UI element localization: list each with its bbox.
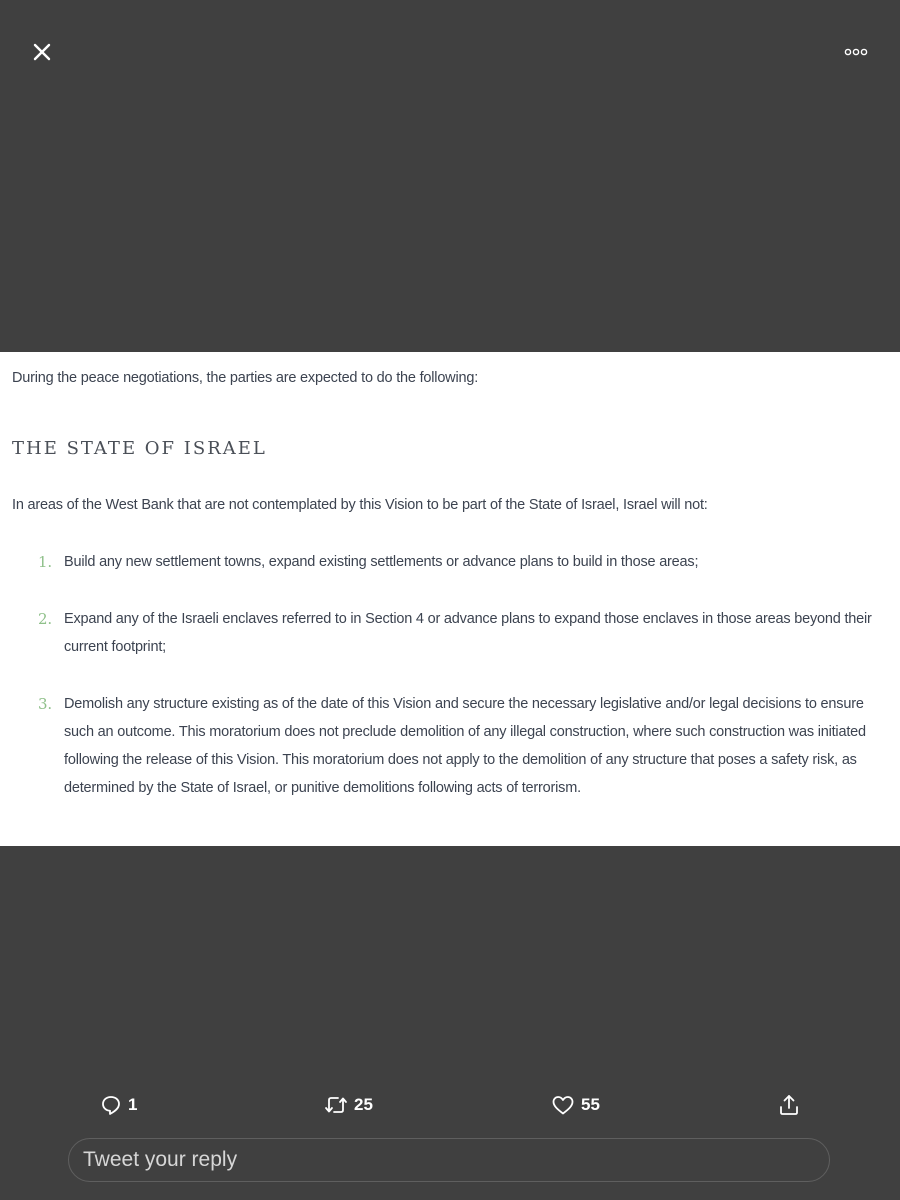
reply-count: 1: [128, 1095, 138, 1114]
list-text: Demolish any structure existing as of the date of this Vision and secure the necessary legislative and/or legal decisions to ensure such an outcome. This moratorium does not preclude demolition of any illegal construction, where such construction was initiated following the release of this Vision. This moratorium does not apply to the demolition of any structure that poses a safety risk, as determined by the State of Israel, or punitive demolitions following acts of terrorism.: [64, 696, 866, 796]
list-number: 1.: [38, 553, 52, 571]
list-item: [38, 605, 878, 661]
reply-icon: [100, 1094, 122, 1116]
close-button[interactable]: [28, 38, 56, 66]
document-intro: During the peace negotiations, the parties are expected to do the following:: [12, 370, 479, 386]
document-heading: THE STATE OF ISRAEL: [12, 438, 267, 459]
more-options-icon: [840, 42, 872, 62]
retweet-count: 25: [354, 1095, 373, 1114]
tweet-actions: [0, 1085, 900, 1125]
heart-icon: [551, 1094, 575, 1116]
like-button[interactable]: [551, 1085, 600, 1125]
share-button[interactable]: [777, 1085, 807, 1125]
document-lead: In areas of the West Bank that are not contemplated by this Vision to be part of the State of Israel, Israel will not:: [12, 497, 708, 513]
tweet-image[interactable]: [0, 352, 900, 846]
retweet-button[interactable]: [324, 1085, 373, 1125]
close-icon: [28, 38, 56, 66]
retweet-icon: [324, 1094, 348, 1116]
list-text: Build any new settlement towns, expand existing settlements or advance plans to build in those areas;: [64, 554, 699, 570]
list-number: 2.: [38, 610, 52, 628]
reply-input[interactable]: [68, 1138, 830, 1182]
list-number: 3.: [38, 695, 52, 713]
reply-button[interactable]: [100, 1085, 137, 1125]
top-bar: [0, 0, 900, 110]
list-text: Expand any of the Israeli enclaves referred to in Section 4 or advance plans to expand those enclaves in those areas beyond their current footprint;: [64, 611, 872, 655]
more-options-button[interactable]: [840, 42, 872, 62]
share-icon: [777, 1093, 801, 1117]
list-item: [38, 548, 878, 576]
like-count: 55: [581, 1095, 600, 1114]
list-item: [38, 690, 878, 802]
